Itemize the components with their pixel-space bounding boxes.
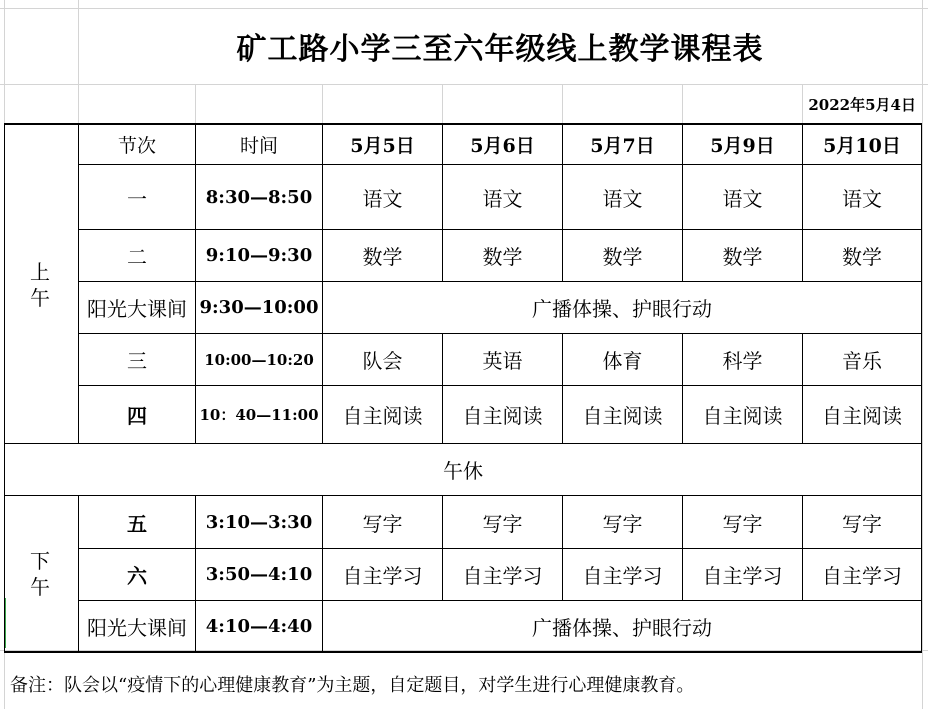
subject-cell: 科学 [722,349,763,373]
subject-cell: 写字 [482,511,523,536]
subject-cell: 语文 [842,186,882,211]
grid-line [195,84,196,124]
subject-cell: 自主学习 [822,564,902,588]
header-date: 5月7日 [590,135,655,157]
grid-line [442,84,443,124]
subject-cell: 语文 [362,186,403,211]
page-title: 矿工路小学三至六年级线上教学课程表 [236,32,764,67]
time-cell: 3:50—4:10 [205,564,313,585]
time-cell: 9:30—10:00 [199,297,319,318]
period-cell: 六 [127,564,147,588]
header-time: 时间 [239,135,278,157]
time-cell: 3:10—3:30 [205,511,313,533]
subject-cell: 数学 [602,245,643,269]
subject-cell: 自主学习 [462,564,543,588]
period-cell: 三 [127,349,147,373]
subject-cell: 音乐 [842,349,882,373]
issued-date: 2022年5月4日 [808,95,916,114]
period-cell: 阳光大课间 [87,297,187,321]
lunch-break-row: 午休 [443,459,483,483]
grid-line [562,84,563,124]
merged-activity-cell: 广播体操、护眼行动 [532,615,712,640]
table-border [4,124,5,652]
subject-cell: 语文 [482,186,523,211]
period-cell: 一 [127,186,147,211]
subject-cell: 自主学习 [702,564,783,588]
subject-cell: 数学 [722,245,763,269]
subject-cell: 自主阅读 [462,404,543,428]
footnote: 备注：队会以“疫情下的心理健康教育”为主题，自定题目，对学生进行心理健康教育。 [10,675,695,696]
subject-cell: 体育 [602,349,643,373]
subject-cell: 写字 [842,511,882,536]
grid-line [682,84,683,124]
time-cell: 10：40—11:00 [199,406,319,424]
subject-cell: 自主阅读 [342,404,423,428]
header-date: 5月6日 [470,135,535,157]
subject-cell: 自主阅读 [822,404,902,428]
header-period: 节次 [117,135,156,157]
subject-cell: 写字 [722,511,763,536]
time-cell: 8:30—8:50 [205,186,313,208]
time-cell: 9:10—9:30 [205,245,313,266]
subject-cell: 数学 [362,245,403,269]
period-cell: 五 [127,511,147,536]
subject-cell: 自主阅读 [702,404,783,428]
grid-line [0,84,928,85]
afternoon-label: 下午 [30,549,50,599]
period-cell: 四 [127,404,147,428]
period-cell: 二 [127,245,147,269]
table-border [4,651,922,653]
subject-cell: 队会 [362,349,403,373]
header-date: 5月10日 [823,135,901,157]
subject-cell: 自主学习 [582,564,663,588]
morning-label: 上午 [30,260,50,310]
time-cell: 10:00—10:20 [204,350,314,369]
subject-cell: 写字 [602,511,643,536]
time-cell: 4:10—4:40 [205,615,313,637]
subject-cell: 数学 [842,245,882,269]
header-date: 5月9日 [710,135,775,157]
subject-cell: 语文 [602,186,643,211]
table-border [921,124,922,652]
subject-cell: 英语 [482,349,523,373]
subject-cell: 语文 [722,186,763,211]
merged-activity-cell: 广播体操、护眼行动 [532,297,712,321]
grid-line [922,0,923,709]
header-date: 5月5日 [350,135,415,157]
subject-cell: 自主学习 [342,564,423,588]
subject-cell: 写字 [362,511,403,536]
subject-cell: 自主阅读 [582,404,663,428]
grid-line [322,84,323,124]
subject-cell: 数学 [482,245,523,269]
period-cell: 阳光大课间 [87,615,187,640]
